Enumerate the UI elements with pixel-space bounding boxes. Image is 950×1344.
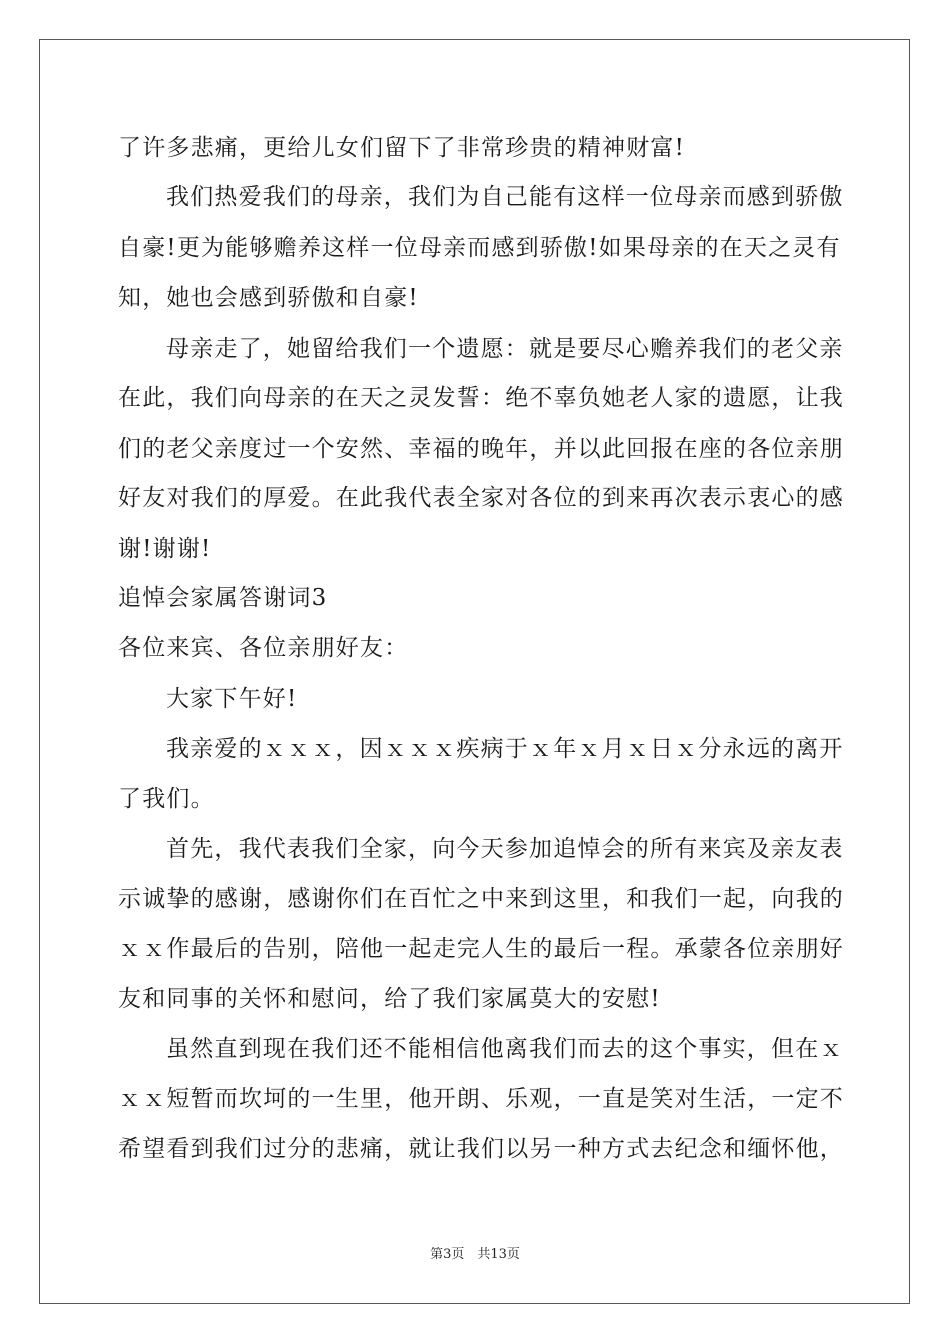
text-line: 在此，我们向母亲的在天之灵发誓：绝不辜负她老人家的遗愿，让我: [118, 385, 844, 411]
text-line: 知，她也会感到骄傲和自豪!: [118, 285, 419, 311]
paragraph-start-line: 首先，我代表我们全家，向今天参加追悼会的所有来宾及亲友表: [166, 836, 844, 862]
salutation: 各位来宾、各位亲朋好友：: [118, 635, 409, 661]
paragraph-start-line: 母亲走了，她留给我们一个遗愿：就是要尽心赡养我们的老父亲: [166, 336, 844, 362]
section-heading: 追悼会家属答谢词3: [118, 585, 328, 611]
text-line: ｘｘ作最后的告别，陪他一起走完人生的最后一程。承蒙各位亲朋好: [118, 936, 844, 962]
text-line: 了我们。: [118, 786, 215, 812]
paragraph-start-line: 我们热爱我们的母亲，我们为自己能有这样一位母亲而感到骄傲: [166, 184, 844, 210]
page-border: [39, 39, 910, 1304]
text-line: 好友对我们的厚爱。在此我代表全家对各位的到来再次表示衷心的感: [118, 485, 844, 511]
text-line: 谢!谢谢!: [118, 536, 212, 562]
greeting: 大家下午好!: [166, 686, 298, 712]
text-line: 友和同事的关怀和慰问，给了我们家属莫大的安慰!: [118, 986, 661, 1012]
page-number: 第3页 共13页: [430, 1247, 520, 1262]
text-line: ｘｘ短暂而坎坷的一生里，他开朗、乐观，一直是笑对生活，一定不: [118, 1086, 844, 1112]
text-line: 希望看到我们过分的悲痛，就让我们以另一种方式去纪念和缅怀他，: [118, 1136, 844, 1162]
text-line: 们的老父亲度过一个安然、幸福的晚年，并以此回报在座的各位亲朋: [118, 436, 844, 462]
text-line: 了许多悲痛，更给儿女们留下了非常珍贵的精神财富!: [118, 135, 686, 161]
paragraph-start-line: 我亲爱的ｘｘｘ，因ｘｘｘ疾病于ｘ年ｘ月ｘ日ｘ分永远的离开: [166, 736, 844, 762]
text-line: 示诚挚的感谢，感谢你们在百忙之中来到这里，和我们一起，向我的: [118, 886, 844, 912]
text-line: 自豪!更为能够赡养这样一位母亲而感到骄傲!如果母亲的在天之灵有: [118, 235, 841, 261]
paragraph-start-line: 虽然直到现在我们还不能相信他离我们而去的这个事实，但在ｘ: [166, 1036, 844, 1062]
